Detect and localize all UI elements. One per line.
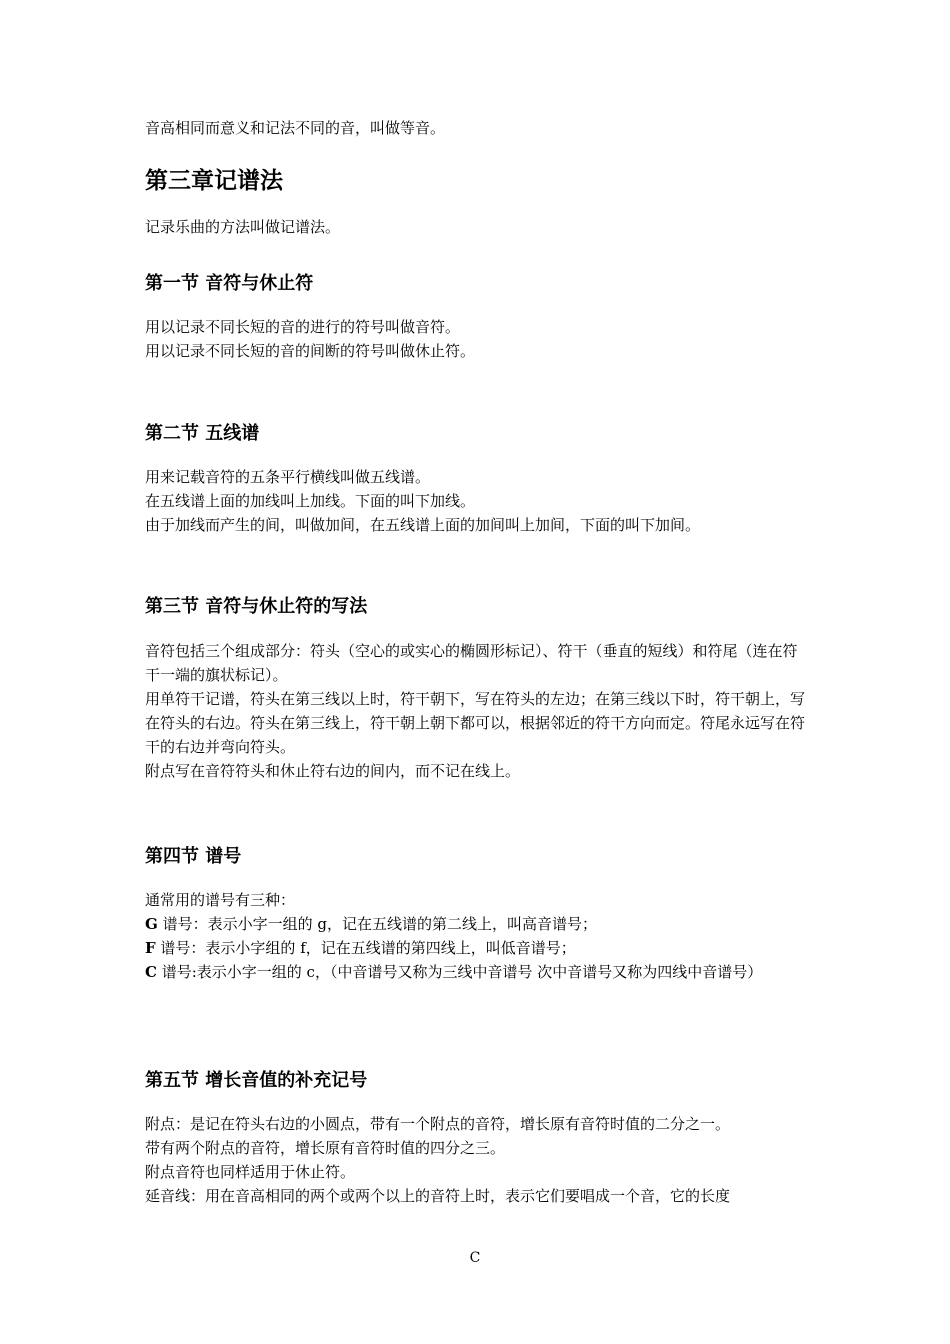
chapter-description-text: 记录乐曲的方法叫做记谱法。: [145, 218, 341, 236]
section-body-staff: [145, 465, 810, 537]
paragraph: 音符包括三个组成部分：符头（空心的或实心的椭圆形标记）、符干（垂直的短线）和符尾（连在符干一端的旗状标记）。: [145, 642, 798, 684]
section-title-notes-rests: 第一节 音符与休止符: [145, 273, 314, 294]
paragraph: 用来记载音符的五条平行横线叫做五线谱。: [145, 468, 431, 486]
paragraph: 附点写在音符符头和休止符右边的间内，而不记在线上。: [145, 762, 521, 780]
clef-key: F: [145, 939, 156, 957]
chapter-title: 第三章记谱法: [145, 168, 283, 194]
intro-text: 音高相同而意义和记法不同的音，叫做等音。: [145, 119, 446, 137]
chapter-description: [145, 215, 810, 239]
page-number: C: [469, 1250, 481, 1266]
paragraph: 通常用的谱号有三种：: [145, 891, 296, 909]
section-title-writing: 第三节 音符与休止符的写法: [145, 596, 368, 617]
clef-line-g: [145, 912, 810, 936]
section-body-clefs: [145, 888, 810, 984]
paragraph: 带有两个附点的音符，增长原有音符时值的四分之三。: [145, 1139, 506, 1157]
clef-line-f: [145, 936, 810, 960]
clef-desc: 谱号：表示小字组的 f，记在五线谱的第四线上，叫低音谱号；: [155, 939, 576, 957]
section-title-augmentation: 第五节 增长音值的补充记号: [145, 1070, 368, 1091]
paragraph: 用以记录不同长短的音的进行的符号叫做音符。: [145, 318, 461, 336]
paragraph: 用以记录不同长短的音的间断的符号叫做休止符。: [145, 342, 476, 360]
paragraph: 延音线：用在音高相同的两个或两个以上的音符上时，表示它们要唱成一个音，它的长度: [145, 1187, 731, 1205]
clef-desc: 谱号：表示小字一组的 g，记在五线谱的第二线上，叫高音谱号；: [157, 915, 597, 933]
intro-paragraph: [145, 116, 810, 140]
paragraph: 用单符干记谱，符头在第三线以上时，符干朝下，写在符头的左边；在第三线以下时，符干朝上，写在符头的右边。符头在第三线上，符干朝上朝下都可以，根据邻近的符干方向而定。符尾永远写在符干的右边并弯向符头。: [145, 690, 806, 756]
section-body-writing: [145, 639, 810, 783]
section-title-clefs: 第四节 谱号: [145, 846, 242, 867]
section-title-staff: 第二节 五线谱: [145, 423, 260, 444]
section-body-notes-rests: [145, 315, 810, 363]
paragraph: 在五线谱上面的加线叫上加线。下面的叫下加线。: [145, 492, 476, 510]
clef-line-c: [145, 960, 810, 984]
clef-key: G: [145, 915, 158, 933]
clef-desc: 谱号:表示小字一组的 c，（中音谱号又称为三线中音谱号 次中音谱号又称为四线中音谱号）: [156, 963, 763, 981]
clef-key: C: [145, 963, 157, 981]
section-body-augmentation: [145, 1112, 810, 1208]
paragraph: 附点音符也同样适用于休止符。: [145, 1163, 356, 1181]
paragraph: 附点：是记在符头右边的小圆点，带有一个附点的音符，增长原有音符时值的二分之一。: [145, 1115, 731, 1133]
paragraph: 由于加线而产生的间，叫做加间，在五线谱上面的加间叫上加间，下面的叫下加间。: [145, 516, 701, 534]
